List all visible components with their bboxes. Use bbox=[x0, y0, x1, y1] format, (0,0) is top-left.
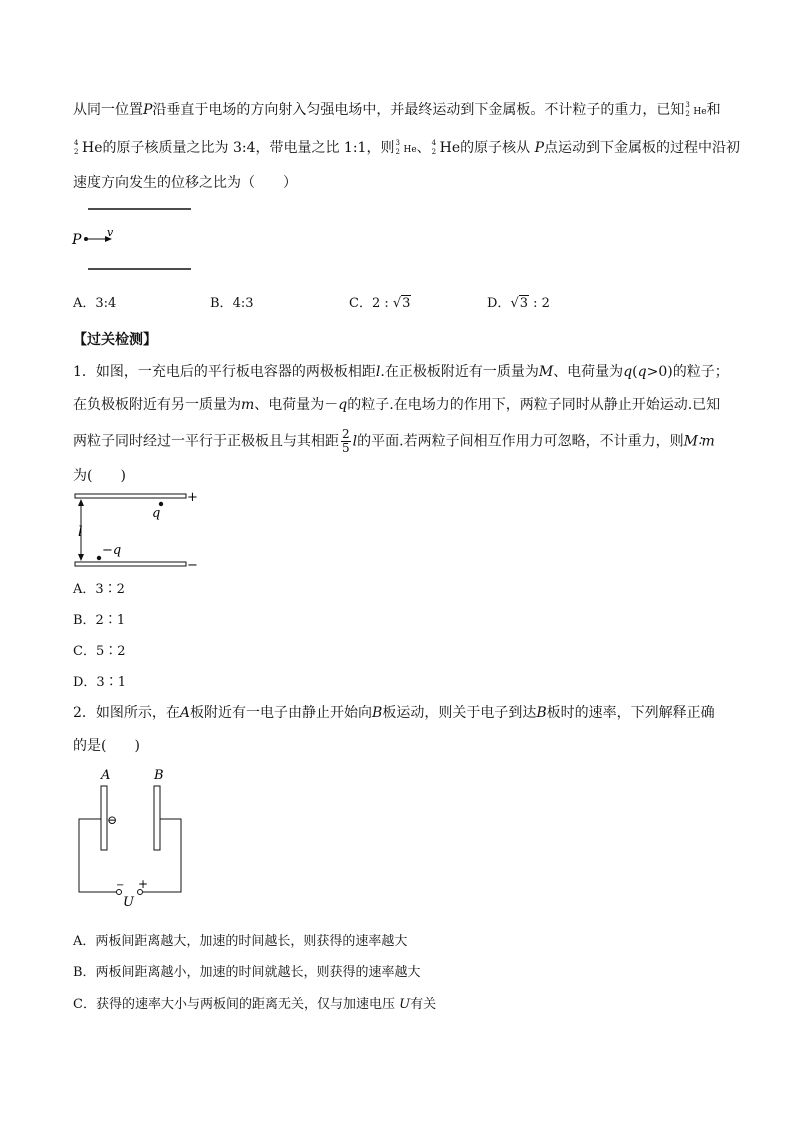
minus-sign: − bbox=[187, 558, 198, 573]
intro-line-2: 4 2 He的原子核质量之比为 3:4，带电量之比 1:1，则 3 2 He、 4 2 He的原子核从 P点运动到下金属板的过程中沿初 bbox=[74, 139, 741, 156]
q2-option-b[interactable]: B．两板间距离越小，加速的时间就越长，则获得的速率越大 bbox=[73, 965, 421, 980]
q2-line-1: 2．如图所示，在A板附近有一电子由静止开始向B板运动，则关于电子到达B板时的速率，下列解释正确 bbox=[73, 705, 715, 721]
electron-icon: ⊖ bbox=[107, 813, 118, 827]
isotope-he4: 4 2 bbox=[74, 139, 79, 156]
accelerator-circuit-figure bbox=[70, 765, 190, 915]
plus-sign: + bbox=[187, 490, 198, 505]
label-a: A bbox=[101, 768, 111, 783]
label-l: l bbox=[78, 524, 83, 540]
intro-line-1: 从同一位置P沿垂直于电场的方向射入匀强电场中，并最终运动到下金属板。不计粒子的重力，已知 3 2 He和 bbox=[73, 101, 721, 118]
q1-option-b[interactable]: B．2∶1 bbox=[73, 613, 126, 628]
q2-option-a[interactable]: A．两板间距离越大，加速的时间越长，则获得的速率越大 bbox=[73, 934, 408, 949]
q1-line-2: 在负极板附近有另一质量为m、电荷量为－q的粒子.在电场力的作用下，两粒子同时从静止开始运动.已知 bbox=[73, 397, 721, 413]
positive-plate bbox=[75, 494, 186, 498]
q1-line-4: 为( ) bbox=[73, 468, 126, 484]
q1-option-a[interactable]: A．3∶2 bbox=[73, 582, 125, 597]
label-q: q bbox=[152, 506, 161, 521]
intro-option-a[interactable]: A．3:4 bbox=[73, 296, 117, 311]
intro-line-3: 速度方向发生的位移之比为（ ） bbox=[73, 175, 297, 191]
particle-neg-q bbox=[97, 556, 101, 560]
deflection-figure bbox=[70, 200, 200, 280]
terminal-minus-sign: − bbox=[116, 880, 125, 891]
q2-line-2: 的是( ) bbox=[73, 738, 140, 754]
intro-option-b[interactable]: B．4:3 bbox=[210, 296, 254, 311]
q1-option-c[interactable]: C．5∶2 bbox=[73, 644, 126, 659]
capacitor-figure bbox=[70, 488, 210, 573]
label-u: U bbox=[123, 895, 134, 910]
q1-line-1: 1．如图，一充电后的平行板电容器的两极板相距l.在正极板附近有一质量为M、电荷量为q(q>0)的粒子； bbox=[73, 364, 729, 380]
intro-option-c[interactable]: C．2 : √3 bbox=[349, 296, 411, 311]
label-b: B bbox=[154, 768, 164, 783]
terminal-plus-sign: + bbox=[138, 877, 149, 891]
label-p: P bbox=[72, 232, 82, 248]
fraction-two-fifths: $\frac{2}{5}$ bbox=[342, 427, 350, 455]
q1-option-d[interactable]: D．3∶1 bbox=[73, 675, 126, 690]
arrow-up-icon bbox=[78, 499, 84, 506]
wire-right bbox=[143, 819, 181, 892]
wire-left bbox=[79, 819, 116, 892]
arrow-down-icon bbox=[78, 554, 84, 561]
label-neg-q: −q bbox=[102, 543, 122, 558]
negative-plate bbox=[75, 562, 186, 566]
q2-option-c[interactable]: C．获得的速率大小与两板间的距离无关，仅与加速电压 U有关 bbox=[73, 997, 437, 1012]
q1-line-3: 两粒子同时经过一平行于正极板且与其相距 $\frac{2}{5}$ l的平面.若两粒子间相互作用力可忽略，不计重力，则M∶m bbox=[73, 427, 715, 455]
intro-option-d[interactable]: D．√3 : 2 bbox=[487, 296, 550, 311]
plate-b bbox=[154, 786, 160, 850]
label-v: v bbox=[107, 226, 114, 239]
isotope-he3: 3 2 bbox=[685, 101, 690, 118]
section-heading: 【过关检测】 bbox=[73, 332, 157, 348]
